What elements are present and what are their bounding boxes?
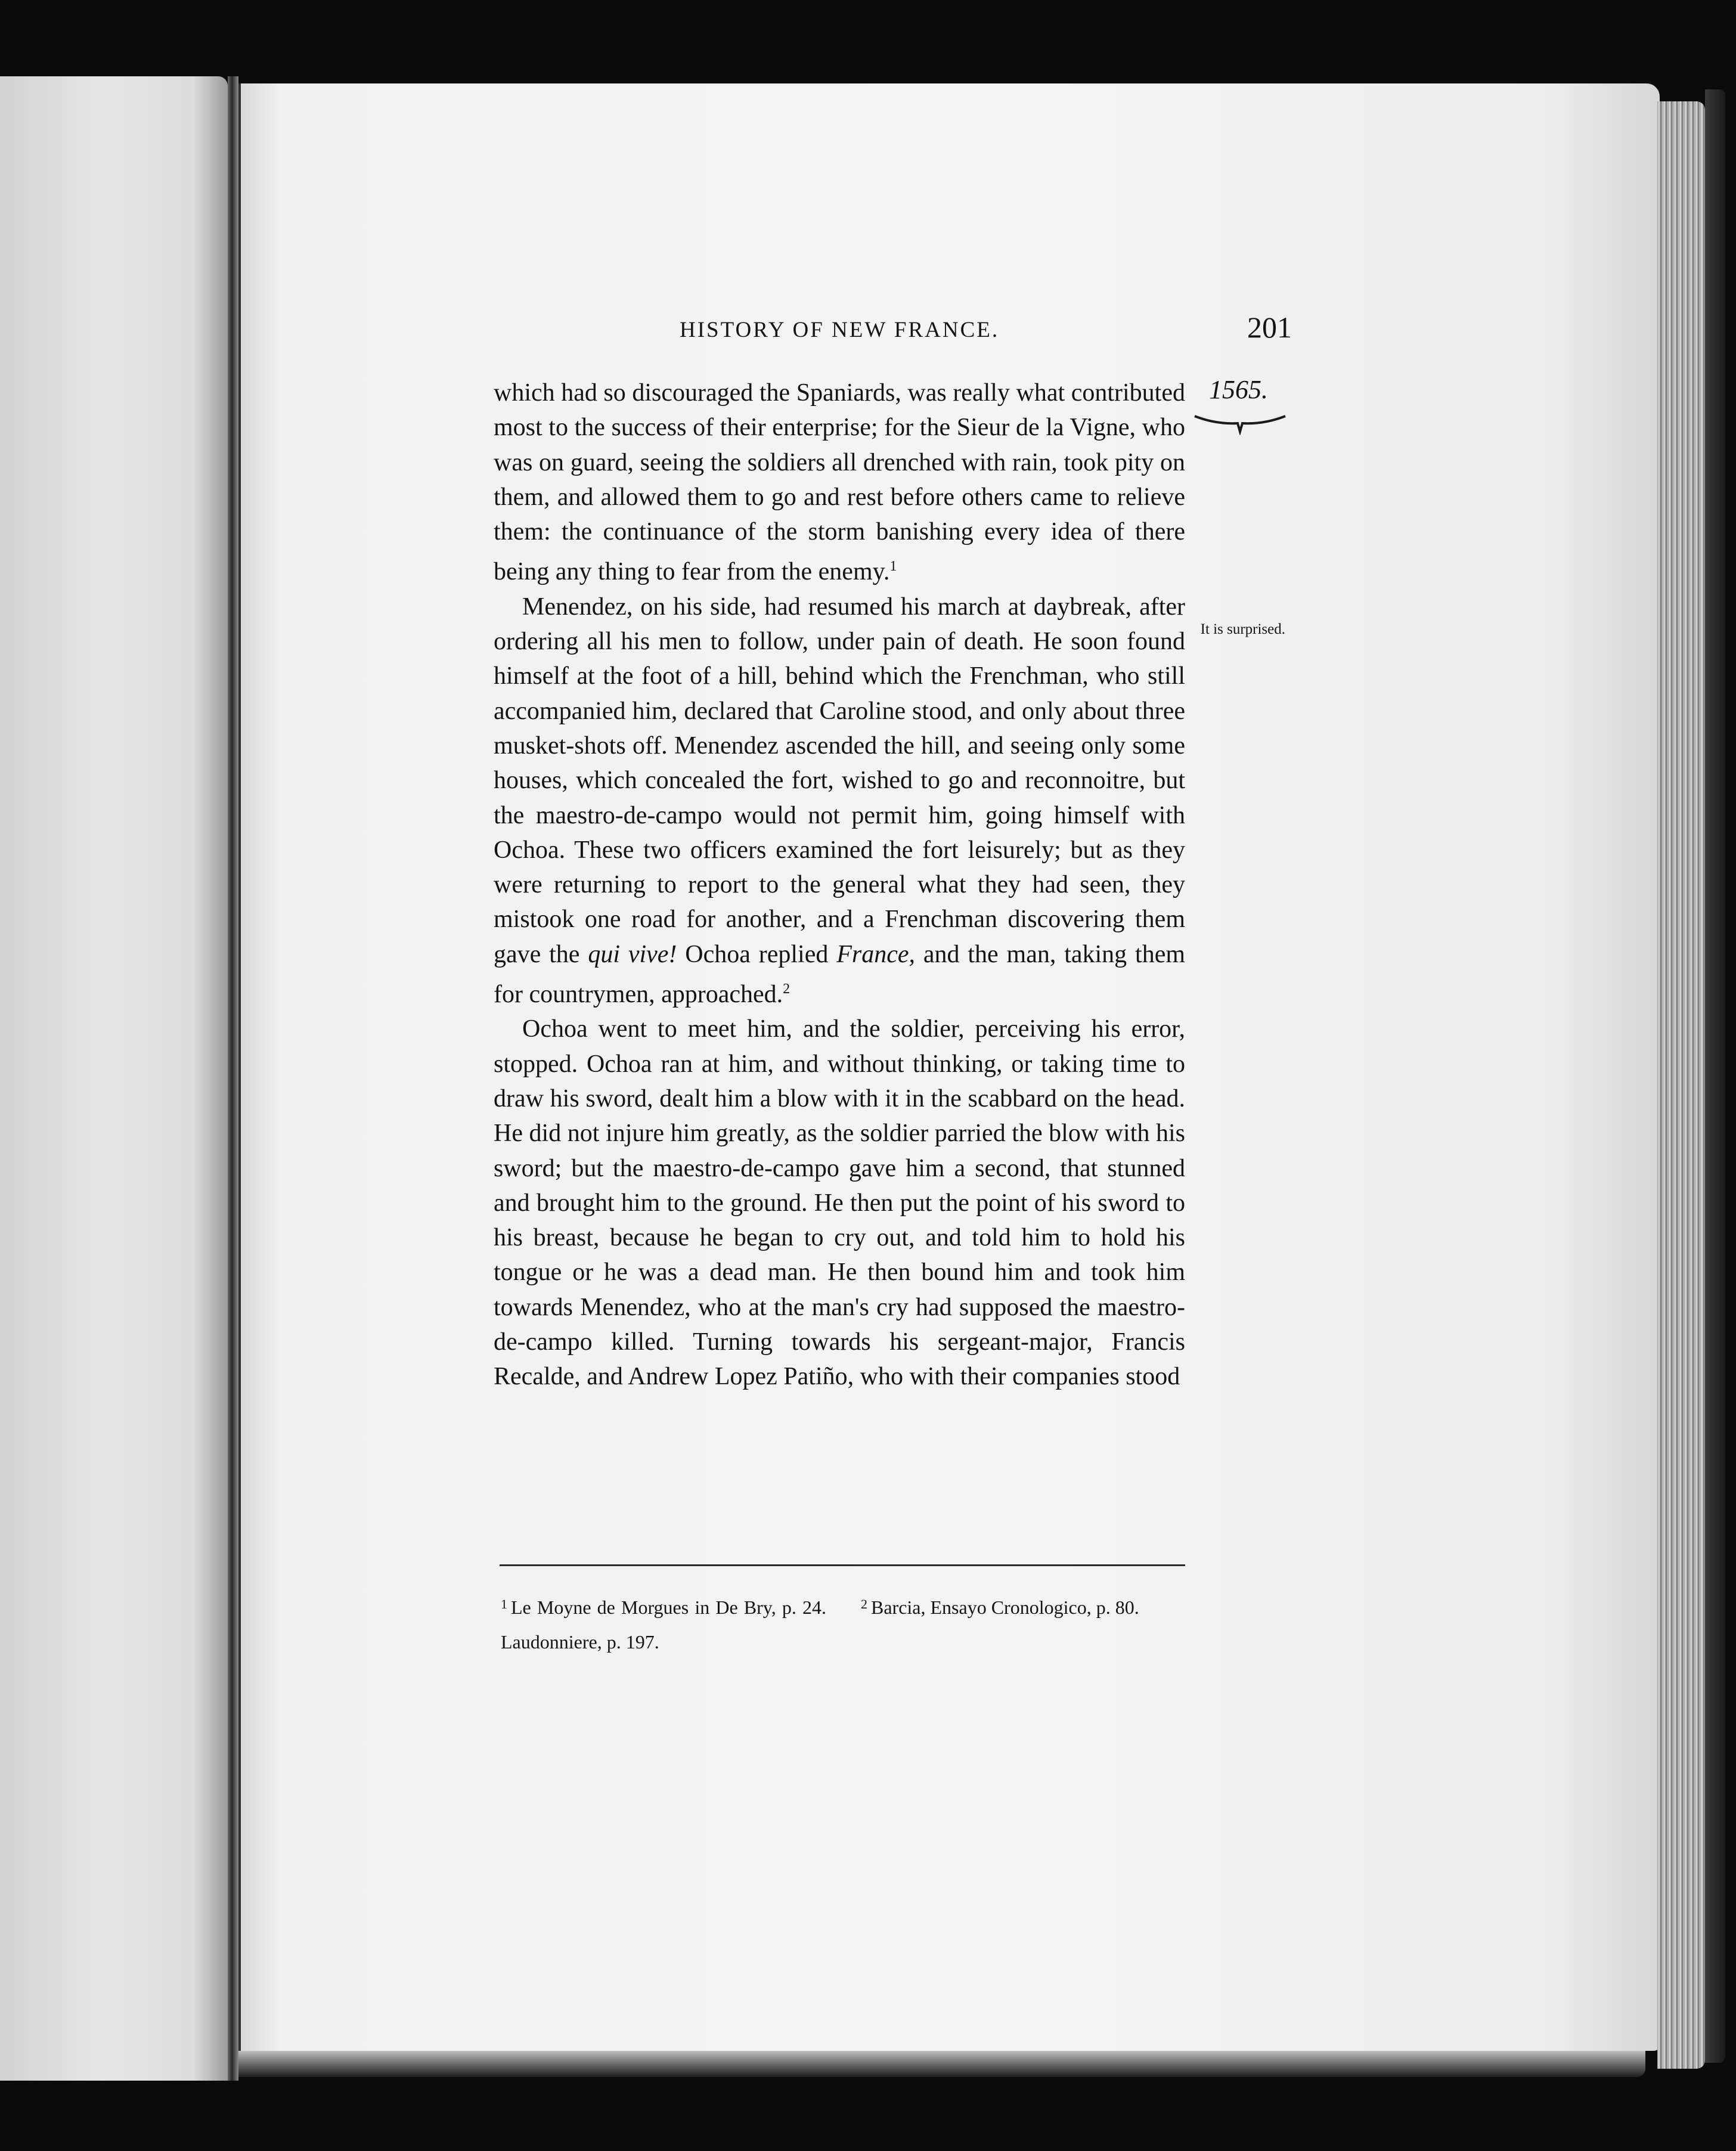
page-number: 201 xyxy=(1247,311,1292,344)
footnote-ref-1: 1 xyxy=(889,559,897,575)
left-page-edge xyxy=(0,76,228,2081)
footnote-1 xyxy=(501,1587,826,1659)
book-cover-edge xyxy=(1705,89,1725,2063)
france-word: France, xyxy=(836,940,916,968)
qui-vive-phrase: qui vive! xyxy=(588,940,677,968)
page-stack-edge xyxy=(1657,101,1705,2069)
margin-note: It is surprised. xyxy=(1200,621,1285,637)
paragraph-2 xyxy=(494,590,1185,1012)
running-title: HISTORY OF NEW FRANCE. xyxy=(680,318,1000,342)
paragraph-2-text-a: Menendez, on his side, had resumed his march at daybreak, after ordering all his men to follow, under pain of death. He soon found himself at the foot of a hill, behind which the Frenchman, who still accompanied him, declared that Caroline stood, and only about three musket-shots off. Menendez ascended the hill, and seeing only some houses, which concealed the fort, wished to go and reconnoitre, but the maestro-de-campo would not permit him, going himself with Ochoa. These two officers examined the fort leisurely; but as they were returning to report to the general what they had seen, they mistook one road for another, and a Frenchman discovering them gave the xyxy=(494,593,1185,968)
book-gutter xyxy=(228,76,238,2081)
footnote-1-text: Le Moyne de Morgues in De Bry, p. 24. Laudonniere, p. 197. xyxy=(501,1597,826,1653)
footnote-rule xyxy=(500,1564,1185,1566)
paragraph-3-text: Ochoa went to meet him, and the soldier, perceiving his error, stopped. Ochoa ran at him, and without thinking, or taking time to draw his sword, dealt him a blow with it in the scabbard on the head. He did not injure him greatly, as the soldier parried the blow with his sword; but the maestro-de-campo gave him a second, that stunned and brought him to the ground. He then put the point of his sword to his breast, because he began to cry out, and told him to hold his tongue or he was a dead man. He then bound him and took him towards Menendez, who at the man's cry had supposed the maestro-de-campo killed. Turning towards his sergeant-major, Francis Recalde, and Andrew Lopez Patiño, who with their companies stood xyxy=(494,1015,1185,1391)
footnote-2 xyxy=(861,1587,1186,1659)
footnote-2-text: Barcia, Ensayo Cronologico, p. 80. xyxy=(871,1597,1139,1618)
margin-year: 1565. xyxy=(1209,375,1268,404)
brace-icon xyxy=(1192,411,1288,435)
footnote-1-mark: 1 xyxy=(501,1597,507,1611)
paragraph-2-text-b: Ochoa replied xyxy=(685,940,829,968)
paragraph-1 xyxy=(494,376,1185,590)
page-bottom-shadow xyxy=(238,2051,1645,2077)
paragraph-1-text: which had so discouraged the Spaniards, was really what contributed most to the success of their enterprise; for the Sieur de la Vigne, who was on guard, seeing the soldiers all drenched with rain, took pity on them, and allowed them to go and rest before others came to relieve them: the continuance of the storm banishing every idea of there being any thing to fear from the enemy. xyxy=(494,379,1185,586)
footnote-2-mark: 2 xyxy=(861,1597,867,1611)
body-text xyxy=(494,376,1185,1394)
paragraph-2-text-c: and the man, taking them for countrymen, approached. xyxy=(494,940,1186,1009)
footnotes xyxy=(501,1587,1186,1659)
footnote-ref-2: 2 xyxy=(783,981,790,997)
paragraph-3 xyxy=(494,1012,1185,1394)
